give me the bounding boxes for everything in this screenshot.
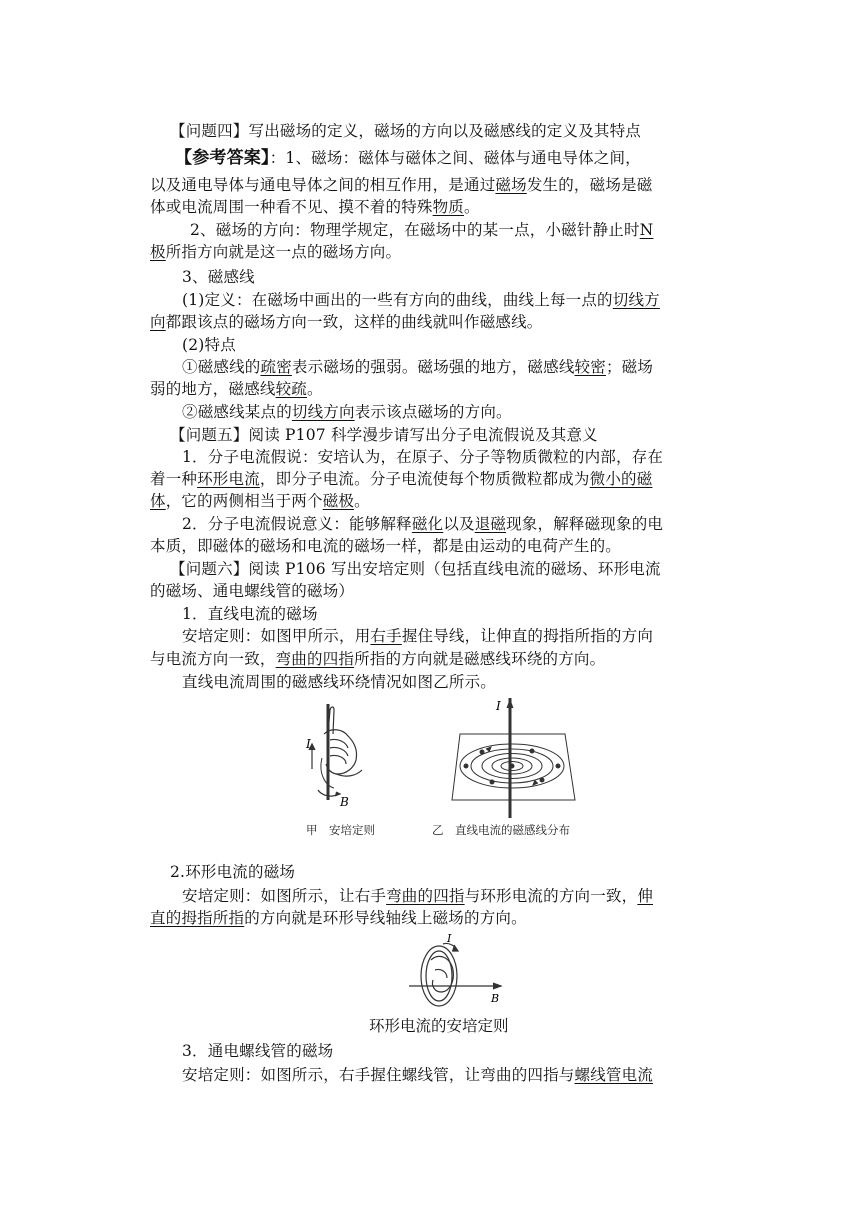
q4-feature-2: ②磁感线某点的切线方向表示该点磁场的方向。 [182, 403, 512, 421]
q4-title: 【问题四】写出磁场的定义，磁场的方向以及磁感线的定义及其特点 [170, 122, 642, 140]
q4-feature-1-line-2: 弱的地方，磁感线较疏。 [150, 380, 323, 398]
q5-title: 【问题五】阅读 P107 科学漫步请写出分子电流假说及其意义 [170, 426, 598, 444]
q6-section-3-heading: 3．通电螺线管的磁场 [182, 1042, 334, 1060]
q6-section-1-heading: 1．直线电流的磁场 [182, 605, 318, 623]
q6-s1-p1-line-2: 与电流方向一致，弯曲的四指所指的方向就是磁感线环绕的方向。 [150, 650, 606, 668]
label-B: B [340, 795, 349, 809]
ring-label-B: B [491, 992, 500, 1005]
label-I-2: I [496, 699, 501, 713]
figure-caption-jia: 甲 安培定则 [306, 823, 375, 837]
q6-title-line-2: 的磁场、通电螺线管的磁场） [150, 582, 355, 600]
figure-ring-caption: 环形电流的安培定则 [369, 1017, 509, 1035]
q6-s2-p1-line-2: 直的拇指所指的方向就是环形导线轴线上磁场的方向。 [150, 909, 527, 927]
q4-feature-1-line-1: ①磁感线的疏密表示磁场的强弱。磁场强的地方，磁感线较密；磁场 [182, 358, 654, 376]
q4-direction-line-2: 极所指方向就是这一点的磁场方向。 [150, 243, 402, 261]
q4-field-lines-heading: 3、磁感线 [182, 268, 255, 286]
q5-p2-line-1: 2．分子电流假说意义：能够解释磁化以及退磁现象，解释磁现象的电 [182, 515, 664, 533]
q4-features-heading: (2)特点 [182, 336, 236, 354]
label-I: I [306, 737, 311, 751]
right-hand-grip-illustration [309, 704, 362, 800]
q5-p1-line-2: 着一种环形电流，即分子电流。分子电流使每个物质微粒都成为微小的磁 [150, 470, 653, 488]
q6-s2-p1-line-1: 安培定则：如图所示，让右手弯曲的四指与环形电流的方向一致，伸 [182, 887, 654, 905]
q6-title-line-1: 【问题六】阅读 P106 写出安培定则（包括直线电流的磁场、环形电流 [170, 560, 661, 578]
q5-p1-line-3: 体，它的两侧相当于两个磁极。 [150, 492, 370, 510]
q4-answer-line-2: 以及通电导体与通电导体之间的相互作用，是通过磁场发生的，磁场是磁 [150, 176, 653, 194]
figure-caption-yi: 乙 直线电流的磁感线分布 [432, 823, 570, 837]
q6-section-2-heading: 2.环形电流的磁场 [170, 863, 296, 881]
figure-ring-current [405, 930, 505, 1012]
q5-p1-line-1: 1．分子电流假说：安培认为，在原子、分子等物质微粒的内部，存在 [182, 448, 664, 466]
q6-s3-p1-line-1: 安培定则：如图所示，右手握住螺线管，让弯曲的四指与螺线管电流 [182, 1066, 654, 1084]
figure-straight-current [300, 694, 615, 822]
q5-p2-line-2: 本质，即磁体的磁场和电流的磁场一样，都是由运动的电荷产生的。 [150, 537, 622, 555]
q6-s1-p1-line-1: 安培定则：如图甲所示，用右手握住导线，让伸直的拇指所指的方向 [182, 627, 654, 645]
q4-definition-line-1: (1)定义：在磁场中画出的一些有方向的曲线，曲线上每一点的切线方 [182, 291, 660, 309]
q4-direction-line-1: 2、磁场的方向：物理学规定，在磁场中的某一点，小磁针静止时N [190, 221, 654, 239]
field-lines-illustration [452, 698, 575, 818]
q6-s1-p2: 直线电流周围的磁感线环绕情况如图乙所示。 [182, 673, 497, 691]
q4-answer-line-1: 【参考答案】：1、磁场：磁体与磁体之间、磁体与通电导体之间， [175, 148, 641, 168]
q4-answer-line-3: 体或电流周围一种看不见、摸不着的特殊物质。 [150, 198, 480, 216]
q4-definition-line-2: 向都跟该点的磁场方向一致，这样的曲线就叫作磁感线。 [150, 313, 543, 331]
ring-label-I: I [447, 932, 452, 945]
answer-label: 【参考答案】 [175, 148, 270, 168]
